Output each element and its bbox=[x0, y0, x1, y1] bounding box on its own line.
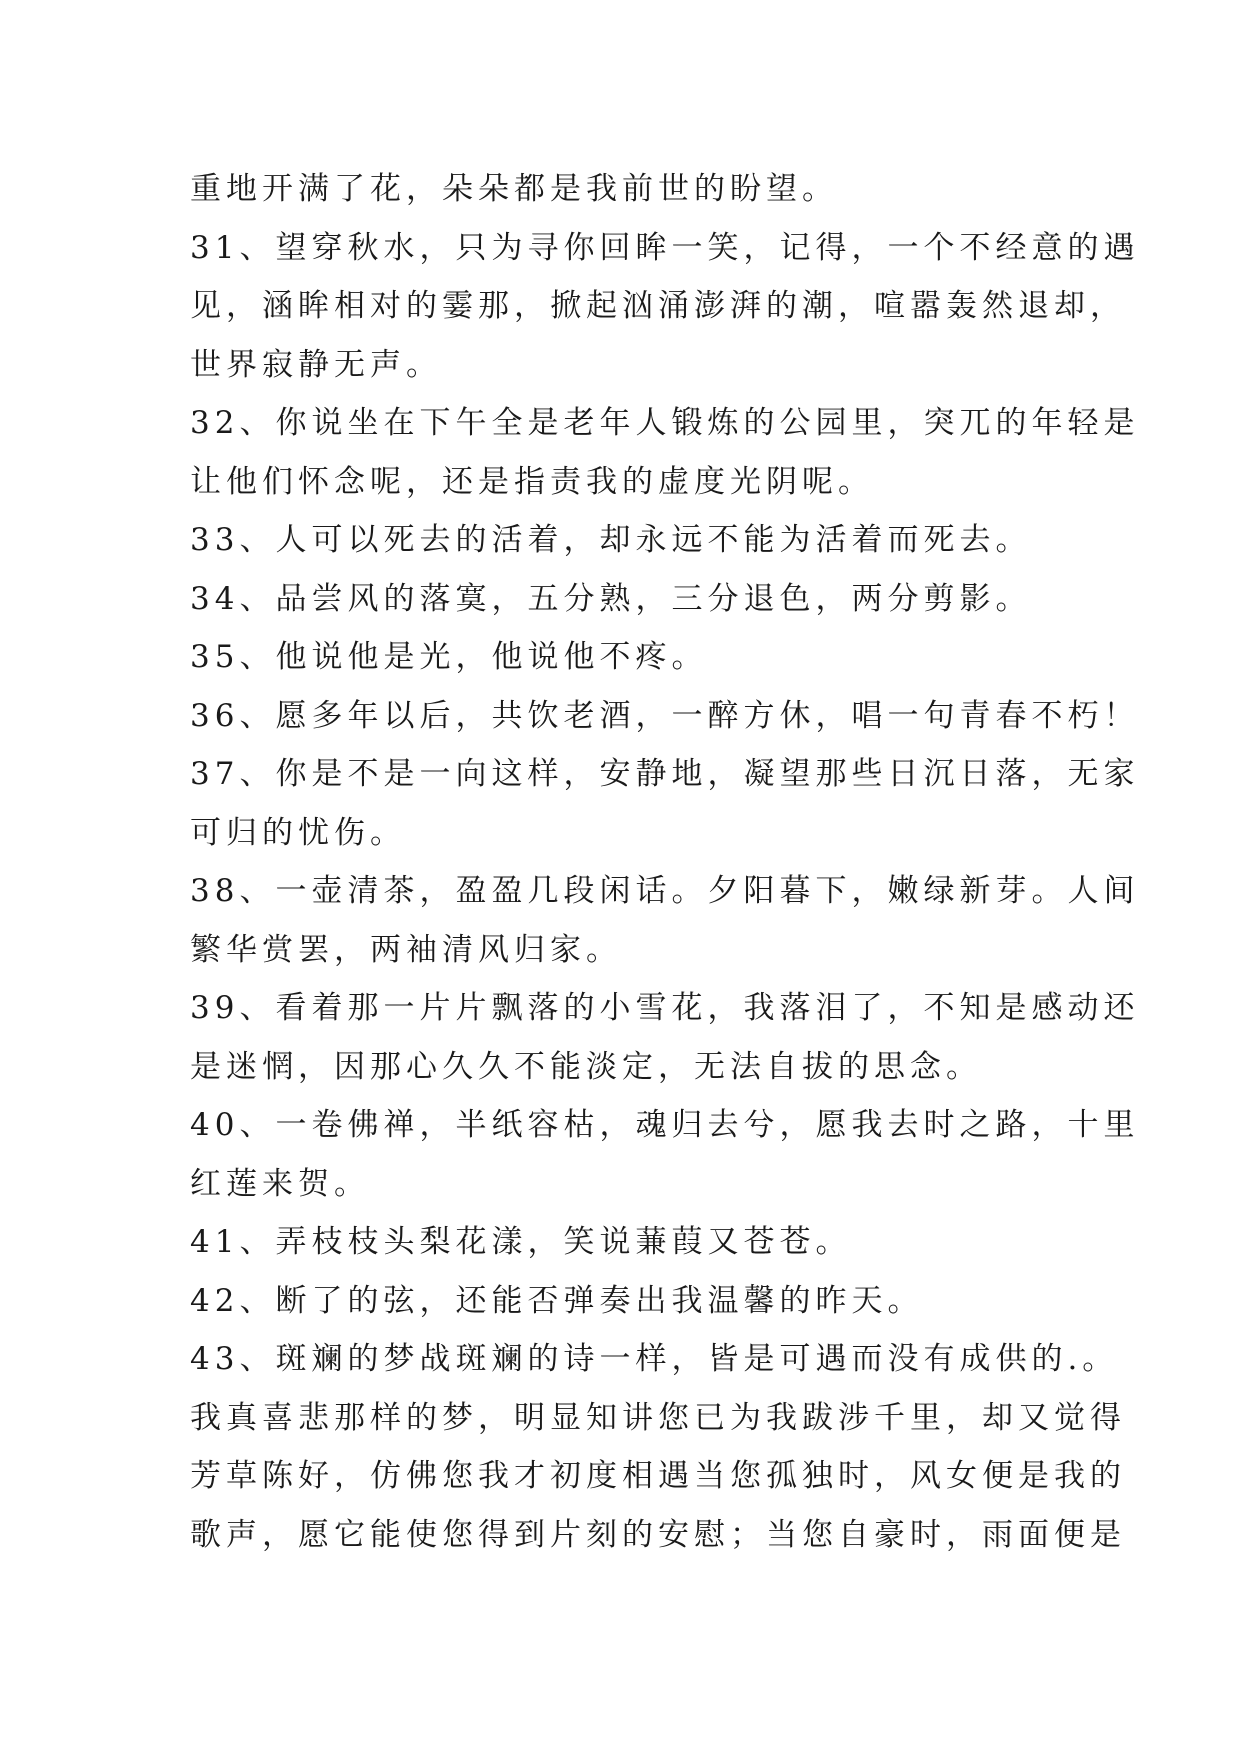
text-line: 让他们怀念呢，还是指责我的虚度光阴呢。 bbox=[190, 463, 874, 500]
text-line: 36、愿多年以后，共饮老酒，一醉方休，唱一句青春不朽！ bbox=[190, 697, 1140, 734]
text-line: 34、品尝风的落寞，五分熟，三分退色，两分剪影。 bbox=[190, 580, 1032, 617]
body-text bbox=[190, 160, 1140, 1564]
text-line: 39、看着那一片片飘落的小雪花，我落泪了，不知是感动还 bbox=[190, 990, 1140, 1026]
text-line: 33、人可以死去的活着，却永远不能为活着而死去。 bbox=[190, 522, 1032, 558]
text-line: 42、断了的弦，还能否弹奏出我温馨的昨天。 bbox=[190, 1282, 924, 1319]
text-line: 是迷惘，因那心久久不能淡定，无法自拔的思念。 bbox=[190, 1048, 982, 1085]
text-line: 繁华赏罢，两袖清风归家。 bbox=[190, 931, 622, 968]
text-line: 歌声，愿它能使您得到片刻的安慰；当您自豪时，雨面便是 bbox=[190, 1516, 1126, 1553]
text-line: 我真喜悲那样的梦，明显知讲您已为我跋涉千里，却又觉得 bbox=[190, 1399, 1126, 1436]
text-line: 芳草陈好，仿佛您我才初度相遇当您孤独时，风女便是我的 bbox=[190, 1458, 1126, 1494]
text-line: 38、一壶清茶，盈盈几段闲话。夕阳暮下，嫩绿新芽。人间 bbox=[190, 873, 1140, 909]
text-line: 41、弄枝枝头梨花漾，笑说蒹葭又苍苍。 bbox=[190, 1224, 852, 1260]
text-line: 31、望穿秋水，只为寻你回眸一笑，记得，一个不经意的遇 bbox=[190, 229, 1140, 266]
text-line: 37、你是不是一向这样，安静地，凝望那些日沉日落，无家 bbox=[190, 756, 1140, 792]
text-line: 43、斑斓的梦战斑斓的诗一样，皆是可遇而没有成供的.。 bbox=[190, 1341, 1119, 1377]
text-line: 见，涵眸相对的霎那，掀起汹涌澎湃的潮，喧嚣轰然退却， bbox=[190, 288, 1126, 324]
text-line: 35、他说他是光，他说他不疼。 bbox=[190, 639, 708, 675]
text-line: 32、你说坐在下午全是老年人锻炼的公园里，突兀的年轻是 bbox=[190, 405, 1140, 441]
text-line: 红莲来贺。 bbox=[190, 1165, 370, 1202]
text-line: 可归的忧伤。 bbox=[190, 814, 406, 851]
text-line: 40、一卷佛禅，半纸容枯，魂归去兮，愿我去时之路，十里 bbox=[190, 1107, 1140, 1143]
text-line: 重地开满了花，朵朵都是我前世的盼望。 bbox=[190, 171, 838, 207]
text-line: 世界寂静无声。 bbox=[190, 346, 442, 383]
